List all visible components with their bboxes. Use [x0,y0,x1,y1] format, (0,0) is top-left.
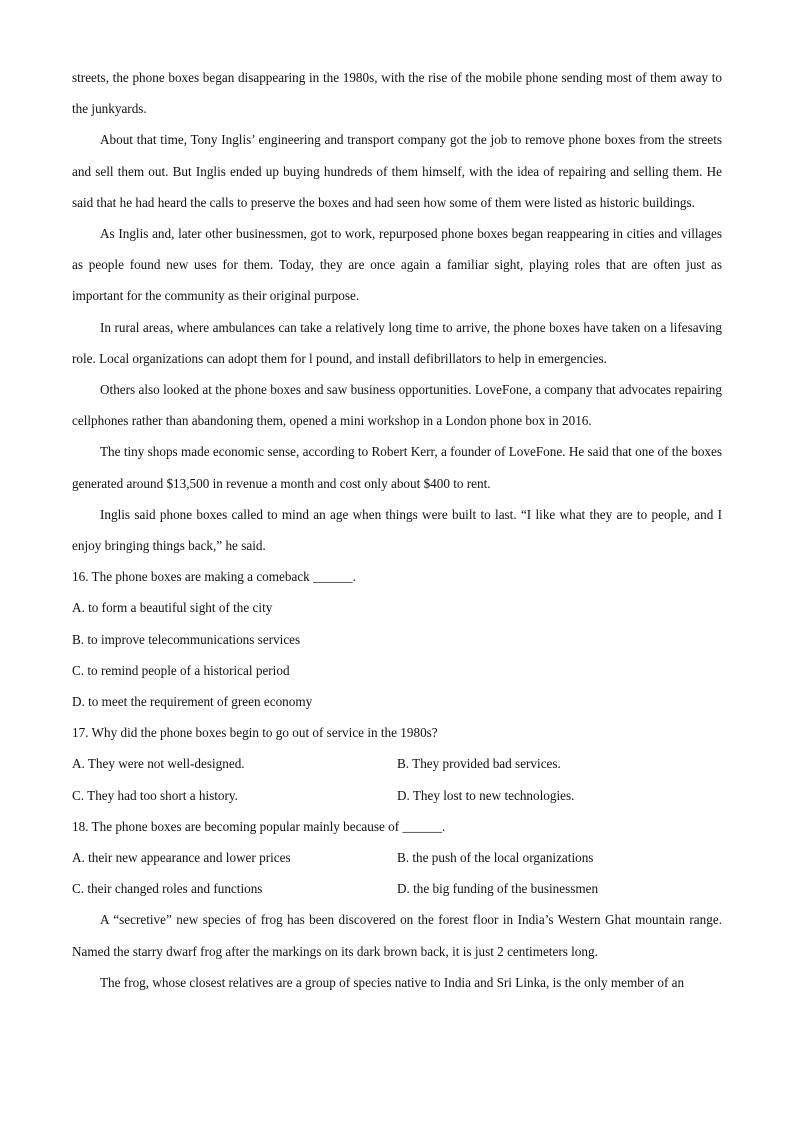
paragraph: As Inglis and, later other businessmen, got to work, repurposed phone boxes began reappearing in cities and villages as people found new uses for them. Today, they are once again a familiar sight, playing roles that are often just as important for the community as their original purpose. [72,226,722,304]
option-b: B. to improve telecommunications services [72,631,301,647]
option-a: A. They were not well-designed. [72,756,245,772]
question-17 [72,717,722,811]
option-d: D. to meet the requirement of green economy [72,694,313,710]
question-18 [72,811,722,905]
option-row [72,842,722,873]
option-row [72,780,722,811]
question-stem: 16. The phone boxes are making a comeback ______. [72,569,356,585]
option-d: D. They lost to new technologies. [397,787,575,803]
paragraph: In rural areas, where ambulances can take a relatively long time to arrive, the phone boxes have taken on a lifesaving role. Local organizations can adopt them for l pound, and install defibrillators to help in emergencies. [72,319,722,366]
question-16 [72,561,722,717]
option-d: D. the big funding of the businessmen [397,881,599,897]
paragraph: Others also looked at the phone boxes and saw business opportunities. LoveFone, a company that advocates repairing cellphones rather than abandoning them, opened a mini workshop in a London phone box in 2016. [72,382,722,429]
document-page [72,62,722,998]
question-stem: 17. Why did the phone boxes begin to go out of service in the 1980s? [72,725,438,741]
question-stem: 18. The phone boxes are becoming popular mainly because of ______. [72,818,446,834]
paragraph: streets, the phone boxes began disappearing in the 1980s, with the rise of the mobile phone sending most of them away to the junkyards. [72,70,722,117]
paragraph: About that time, Tony Inglis’ engineering and transport company got the job to remove phone boxes from the streets and sell them out. But Inglis ended up buying hundreds of them himself, with the idea of repairing and selling them. He said that he had heard the calls to preserve the boxes and had seen how some of them were listed as historic buildings. [72,132,722,210]
option-c: C. their changed roles and functions [72,881,263,897]
passage-frog [72,904,722,998]
option-b: B. the push of the local organizations [397,850,594,866]
option-a: A. their new appearance and lower prices [72,850,291,866]
option-c: C. They had too short a history. [72,787,238,803]
paragraph: Inglis said phone boxes called to mind an age when things were built to last. “I like what they are to people, and I enjoy bringing things back,” he said. [72,506,722,554]
option-a: A. to form a beautiful sight of the city [72,600,273,616]
option-row [72,748,722,779]
paragraph: The frog, whose closest relatives are a group of species native to India and Sri Linka, is the only member of an [100,974,685,990]
option-c: C. to remind people of a historical period [72,662,290,678]
paragraph: A “secretive” new species of frog has been discovered on the forest floor in India’s Western Ghat mountain range. Named the starry dwarf frog after the markings on its dark brown back, it is just 2 centimeters long. [72,912,722,959]
paragraph: The tiny shops made economic sense, according to Robert Kerr, a founder of LoveFone. He said that one of the boxes generated around $13,500 in revenue a month and cost only about $400 to rent. [72,444,722,491]
option-row [72,873,722,904]
passage-phone-boxes [72,62,722,561]
option-b: B. They provided bad services. [397,756,561,772]
